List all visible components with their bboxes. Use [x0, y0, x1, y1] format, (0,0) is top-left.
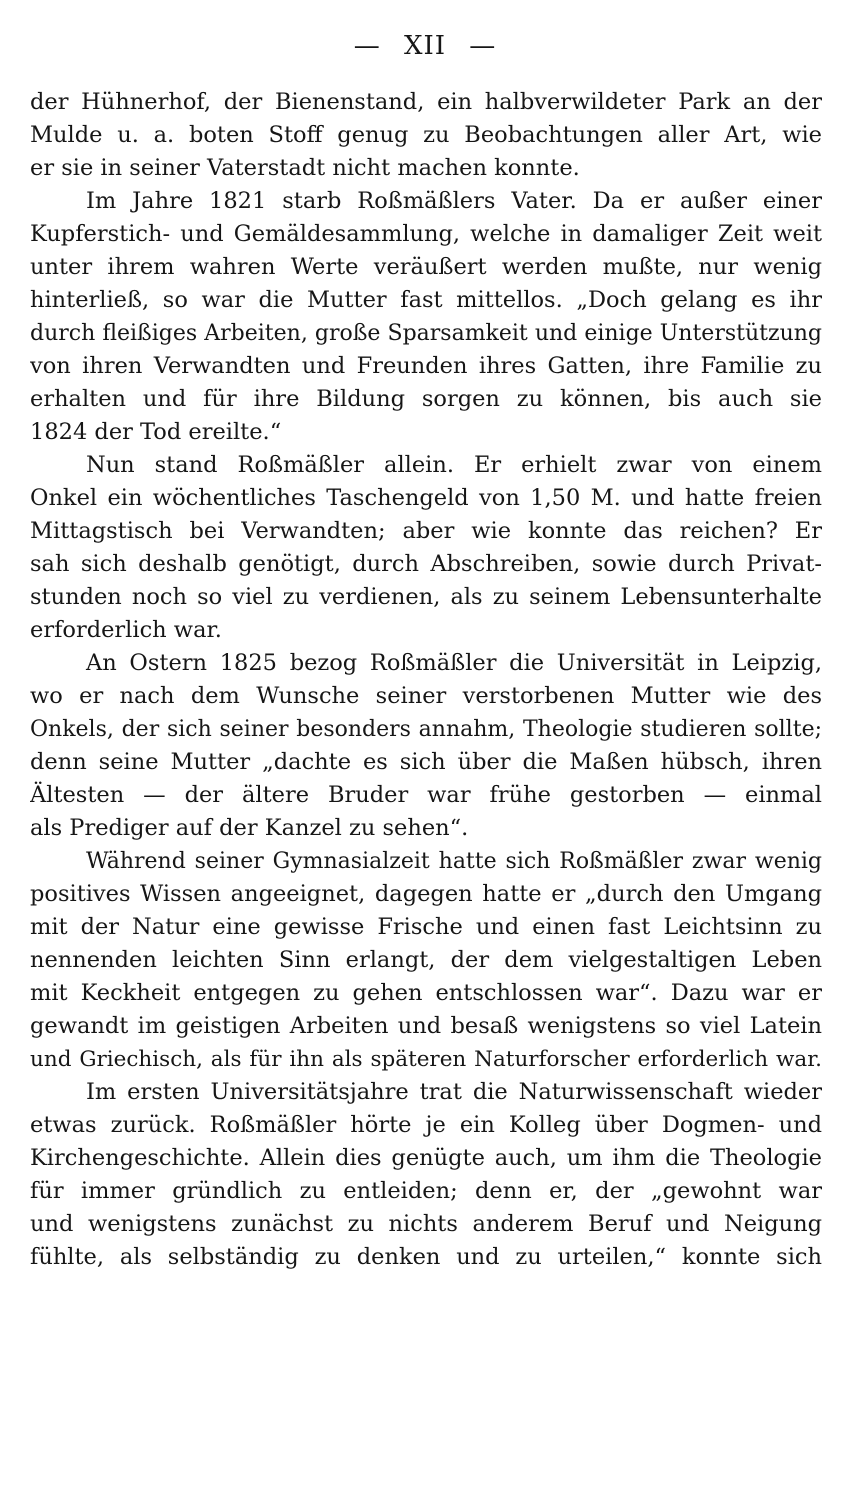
text-line: positives Wissen angeeignet, dagegen hatte er „durch den Umgang [30, 881, 822, 907]
header-dash-right: — [469, 31, 497, 61]
text-line: Mittagstisch bei Verwandten; aber wie konnte das reichen? Er [30, 518, 822, 544]
text-line: erforderlich war. [30, 617, 222, 643]
text-line: der Hühnerhof, der Bienenstand, ein halbverwildeter Park an der [30, 89, 822, 115]
page-header [0, 28, 850, 64]
text-line: mit Keckheit entgegen zu gehen entschlossen war“. Dazu war er [30, 980, 822, 1006]
text-line: fühlte, als selbständig zu denken und zu urteilen,“ konnte sich [30, 1244, 822, 1270]
text-line: Im Jahre 1821 starb Roßmäßlers Vater. Da er außer einer [86, 188, 822, 214]
text-line: sah sich deshalb genötigt, durch Abschreiben, sowie durch Privat- [30, 551, 822, 577]
text-line: gewandt im geistigen Arbeiten und besaß wenigstens so viel Latein [30, 1013, 822, 1039]
text-line: denn seine Mutter „dachte es sich über die Maßen hübsch, ihren [30, 749, 822, 775]
text-line: stunden noch so viel zu verdienen, als zu seinem Lebensunterhalte [30, 584, 822, 610]
text-line: er sie in seiner Vaterstadt nicht machen konnte. [30, 155, 580, 181]
text-line: 1824 der Tod ereilte.“ [30, 419, 282, 445]
text-line: Kupferstich- und Gemäldesammlung, welche in damaliger Zeit weit [30, 221, 822, 247]
text-line: An Ostern 1825 bezog Roßmäßler die Universität in Leipzig, [86, 650, 822, 676]
text-line: etwas zurück. Roßmäßler hörte je ein Kolleg über Dogmen- und [30, 1112, 822, 1138]
text-line: Ältesten — der ältere Bruder war frühe gestorben — einmal [30, 782, 822, 808]
text-line: mit der Natur eine gewisse Frische und einen fast Leichtsinn zu [30, 914, 822, 940]
text-line: unter ihrem wahren Werte veräußert werden mußte, nur wenig [30, 254, 822, 280]
text-line: durch fleißiges Arbeiten, große Sparsamkeit und einige Unterstützung [30, 321, 822, 346]
text-line: nennenden leichten Sinn erlangt, der dem vielgestaltigen Leben [30, 947, 822, 973]
text-line: als Prediger auf der Kanzel zu sehen“. [30, 815, 469, 841]
text-line: hinterließ, so war die Mutter fast mittellos. „Doch gelang es ihr [30, 287, 822, 313]
text-line: und Griechisch, als für ihn als späteren Naturforscher erforderlich war. [30, 1047, 822, 1072]
text-line: von ihren Verwandten und Freunden ihres Gatten, ihre Familie zu [30, 353, 822, 379]
text-line: und wenigstens zunächst zu nichts anderem Beruf und Neigung [30, 1211, 822, 1237]
text-line: Onkels, der sich seiner besonders annahm, Theologie studieren sollte; [30, 717, 822, 742]
text-line: wo er nach dem Wunsche seiner verstorbenen Mutter wie des [30, 683, 822, 709]
body-text [30, 86, 822, 1274]
text-line: Während seiner Gymnasialzeit hatte sich Roßmäßler zwar wenig [86, 849, 822, 874]
text-line: Im ersten Universitätsjahre trat die Naturwissenschaft wieder [86, 1079, 822, 1105]
text-line: Nun stand Roßmäßler allein. Er erhielt zwar von einem [86, 452, 822, 478]
text-line: Mulde u. a. boten Stoff genug zu Beobachtungen aller Art, wie [30, 122, 822, 148]
text-line: Onkel ein wöchentliches Taschengeld von 1,50 M. und hatte freien [30, 485, 822, 511]
text-line: für immer gründlich zu entleiden; denn er, der „gewohnt war [30, 1178, 822, 1204]
text-line: erhalten und für ihre Bildung sorgen zu können, bis auch sie [30, 386, 822, 412]
text-line: Kirchengeschichte. Allein dies genügte auch, um ihm die Theologie [30, 1145, 822, 1171]
header-dash-left: — [353, 31, 381, 61]
page-number: XII [403, 31, 447, 61]
